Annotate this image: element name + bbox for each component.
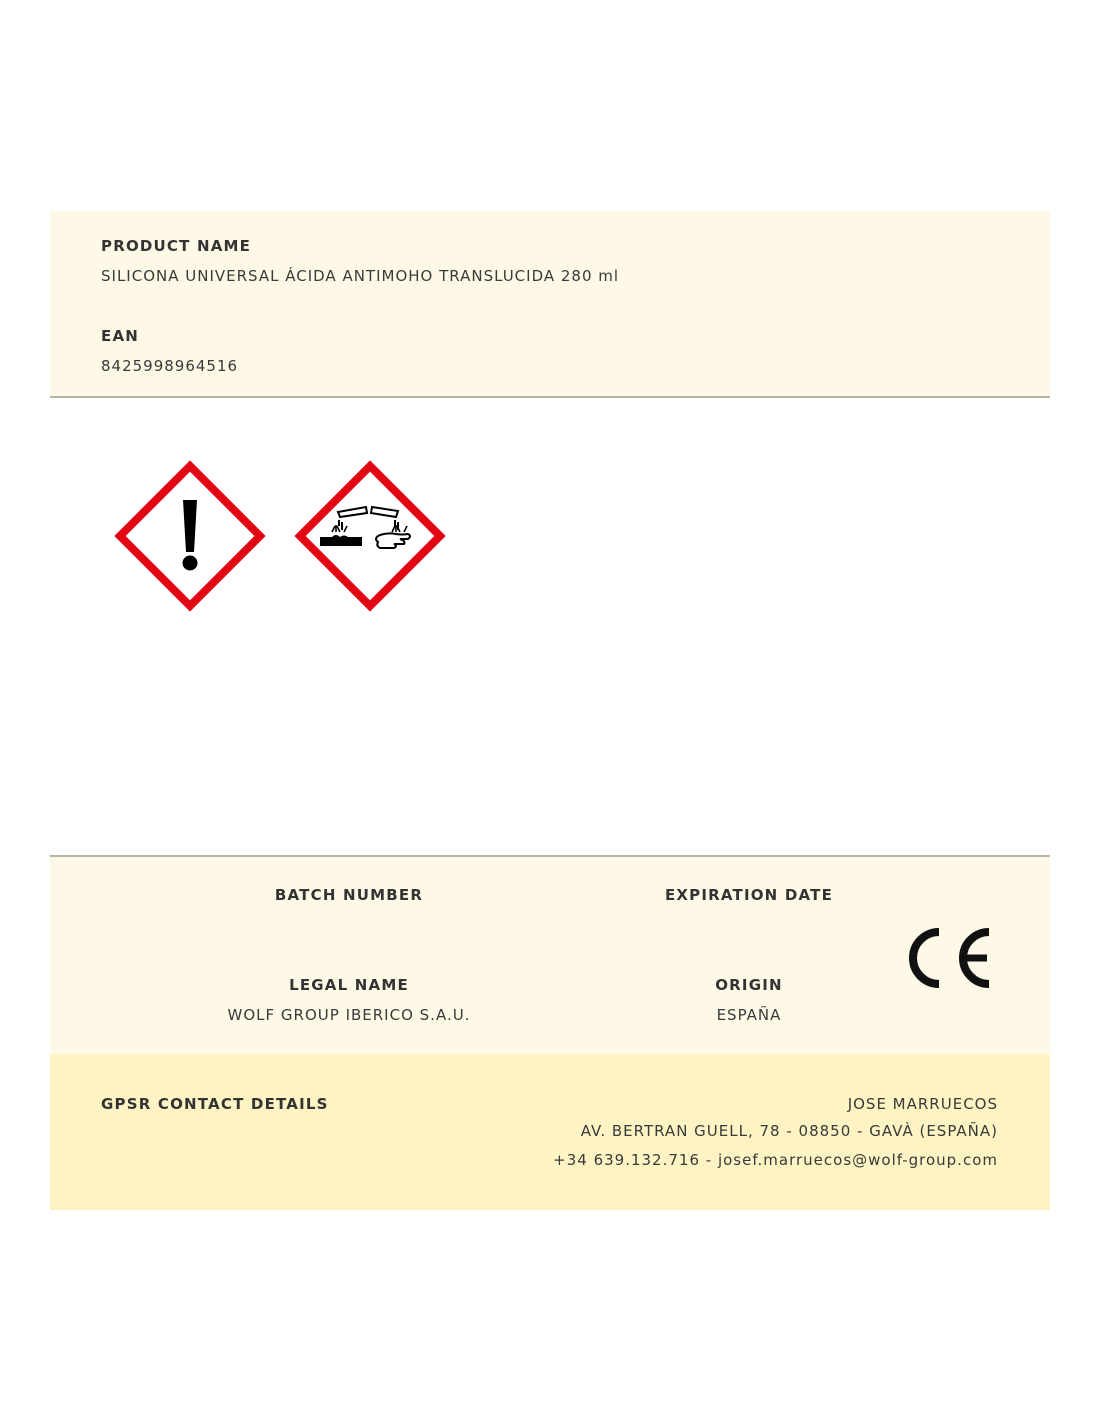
ean-label: EAN	[101, 327, 140, 345]
product-name-value: SILICONA UNIVERSAL ÁCIDA ANTIMOHO TRANSLUCIDA 280 ml	[101, 267, 620, 285]
expiration-date-label: EXPIRATION DATE	[664, 886, 834, 904]
ce-mark-icon	[908, 927, 992, 989]
gpsr-contact-panel	[50, 1054, 1050, 1210]
batch-number-label: BATCH NUMBER	[274, 886, 424, 904]
corrosion-hazard-icon	[294, 460, 446, 612]
legal-name-value: WOLF GROUP IBERICO S.A.U.	[227, 1006, 471, 1024]
origin-label: ORIGIN	[715, 976, 783, 994]
product-name-label: PRODUCT NAME	[101, 237, 252, 255]
gpsr-contact-label: GPSR CONTACT DETAILS	[101, 1095, 329, 1113]
batch-info-panel	[50, 855, 1050, 1056]
product-info-panel	[50, 211, 1050, 398]
contact-address: AV. BERTRAN GUELL, 78 - 08850 - GAVÀ (ESPAÑA)	[580, 1122, 998, 1140]
origin-value: ESPAÑA	[716, 1006, 782, 1024]
exclamation-mark-hazard-icon	[114, 460, 266, 612]
contact-phone-email: +34 639.132.716 - josef.marruecos@wolf-group.com	[553, 1151, 998, 1169]
ean-value: 8425998964516	[101, 357, 239, 375]
contact-name: JOSE MARRUECOS	[847, 1095, 998, 1113]
legal-name-label: LEGAL NAME	[289, 976, 409, 994]
